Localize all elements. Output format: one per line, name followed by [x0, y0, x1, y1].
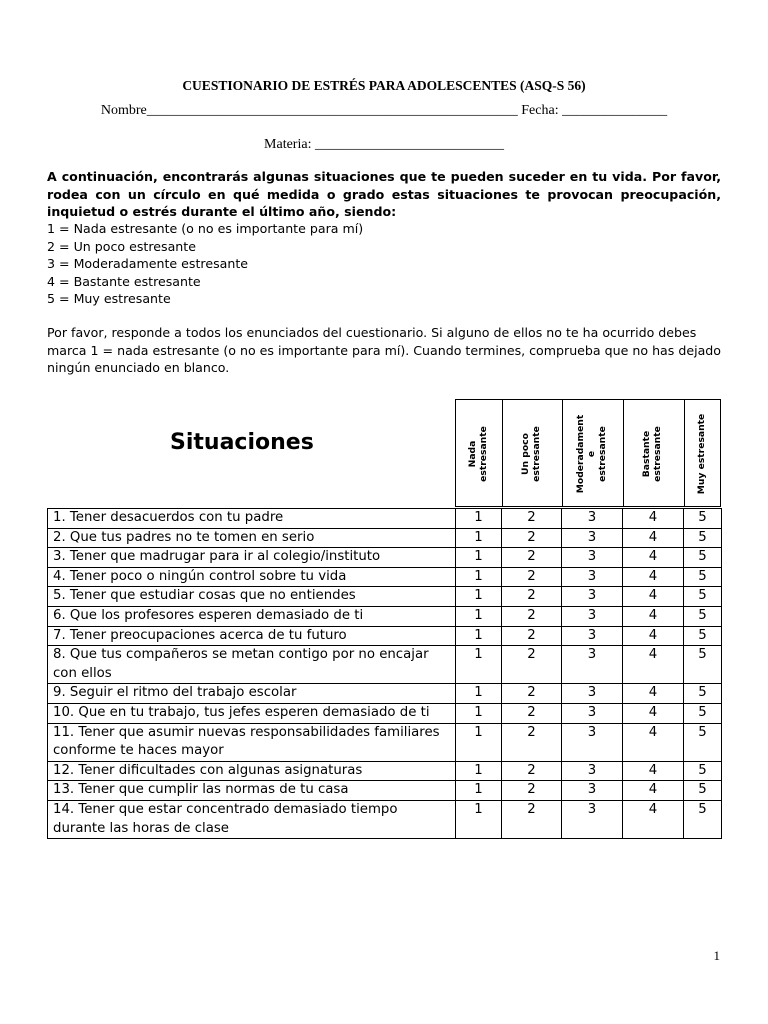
column-header-moderadamente: Moderadament e estresante: [575, 414, 608, 494]
score-option[interactable]: 2: [502, 626, 562, 646]
score-option[interactable]: 2: [502, 646, 562, 684]
table-row: [48, 548, 722, 568]
table-row: [48, 761, 722, 781]
score-option[interactable]: 5: [684, 761, 722, 781]
score-option[interactable]: 3: [562, 723, 623, 761]
score-option[interactable]: 1: [456, 626, 502, 646]
score-option[interactable]: 1: [456, 684, 502, 704]
score-option[interactable]: 4: [623, 684, 684, 704]
situation-text: 8. Que tus compañeros se metan contigo por no encajar con ellos: [48, 646, 456, 684]
score-option[interactable]: 1: [456, 548, 502, 568]
score-option[interactable]: 3: [562, 781, 623, 801]
table-row: [48, 684, 722, 704]
score-option[interactable]: 4: [623, 761, 684, 781]
score-option[interactable]: 5: [684, 548, 722, 568]
score-option[interactable]: 3: [562, 528, 623, 548]
column-header-un-poco: Un poco estresante: [520, 426, 542, 482]
score-option[interactable]: 1: [456, 567, 502, 587]
column-header-nada: Nada estresante: [467, 426, 489, 482]
column-header-bastante: Bastante estresante: [641, 426, 663, 482]
score-option[interactable]: 3: [562, 548, 623, 568]
table-row: [48, 781, 722, 801]
score-option[interactable]: 3: [562, 684, 623, 704]
score-option[interactable]: 4: [623, 587, 684, 607]
scale-item: 2 = Un poco estresante: [47, 238, 196, 254]
score-option[interactable]: 3: [562, 606, 623, 626]
score-option[interactable]: 1: [456, 781, 502, 801]
subject-line: Materia: ___________________________: [264, 137, 504, 152]
score-option[interactable]: 3: [562, 626, 623, 646]
score-option[interactable]: 5: [684, 723, 722, 761]
situation-text: 6. Que los profesores esperen demasiado de ti: [48, 606, 456, 626]
score-option[interactable]: 1: [456, 723, 502, 761]
score-option[interactable]: 3: [562, 567, 623, 587]
score-option[interactable]: 5: [684, 606, 722, 626]
score-option[interactable]: 3: [562, 761, 623, 781]
score-option[interactable]: 4: [623, 723, 684, 761]
situation-text: 14. Tener que estar concentrado demasiado tiempo durante las horas de clase: [48, 800, 456, 838]
column-divider: [562, 400, 563, 506]
table-row: [48, 800, 722, 838]
column-divider: [502, 400, 503, 506]
score-option[interactable]: 5: [684, 567, 722, 587]
score-option[interactable]: 4: [623, 626, 684, 646]
score-option[interactable]: 1: [456, 646, 502, 684]
score-option[interactable]: 4: [623, 567, 684, 587]
table-row: [48, 723, 722, 761]
score-option[interactable]: 1: [456, 606, 502, 626]
completion-note: Por favor, responde a todos los enunciados del cuestionario. Si alguno de ellos no te ha ocurrido debes marca 1 = nada estresante (o no es importante para mí). Cuando termines, comprueba que no has dejado ningún enunciado en blanco.: [47, 325, 721, 375]
name-date-line: Nombre_____________________________________________________ Fecha: _______________: [100, 103, 668, 118]
situation-text: 11. Tener que asumir nuevas responsabilidades familiares conforme te haces mayor: [48, 723, 456, 761]
situation-text: 4. Tener poco o ningún control sobre tu vida: [48, 567, 456, 587]
score-option[interactable]: 5: [684, 781, 722, 801]
score-option[interactable]: 2: [502, 703, 562, 723]
scale-item: 5 = Muy estresante: [47, 291, 171, 306]
situation-text: 2. Que tus padres no te tomen en serio: [48, 528, 456, 548]
score-option[interactable]: 5: [684, 587, 722, 607]
situation-text: 9. Seguir el ritmo del trabajo escolar: [48, 684, 456, 704]
table-row: [48, 626, 722, 646]
scale-legend: [47, 220, 363, 308]
score-option[interactable]: 2: [502, 509, 562, 529]
score-option[interactable]: 4: [623, 703, 684, 723]
score-option[interactable]: 2: [502, 567, 562, 587]
score-option[interactable]: 5: [684, 509, 722, 529]
score-option[interactable]: 1: [456, 703, 502, 723]
score-option[interactable]: 5: [684, 684, 722, 704]
score-option[interactable]: 5: [684, 800, 722, 838]
score-option[interactable]: 5: [684, 703, 722, 723]
score-option[interactable]: 1: [456, 761, 502, 781]
table-row: [48, 646, 722, 684]
column-header-muy: Muy estresante: [696, 413, 707, 495]
score-option[interactable]: 2: [502, 723, 562, 761]
score-option[interactable]: 1: [456, 528, 502, 548]
situation-text: 1. Tener desacuerdos con tu padre: [48, 509, 456, 529]
column-divider: [623, 400, 624, 506]
score-option[interactable]: 4: [623, 800, 684, 838]
score-option[interactable]: 4: [623, 509, 684, 529]
scale-item: 1 = Nada estresante (o no es importante para mí): [47, 221, 364, 236]
score-option[interactable]: 4: [623, 548, 684, 568]
score-option[interactable]: 2: [502, 606, 562, 626]
score-option[interactable]: 2: [502, 761, 562, 781]
situation-text: 5. Tener que estudiar cosas que no entiendes: [48, 587, 456, 607]
score-option[interactable]: 1: [456, 800, 502, 838]
score-option[interactable]: 4: [623, 646, 684, 684]
score-option[interactable]: 3: [562, 646, 623, 684]
scale-item: 3 = Moderadamente estresante: [47, 256, 249, 271]
score-option[interactable]: 3: [562, 703, 623, 723]
column-divider: [684, 400, 685, 506]
score-option[interactable]: 3: [562, 587, 623, 607]
table-row: [48, 587, 722, 607]
table-row: [48, 509, 722, 529]
instructions-text: A continuación, encontrarás algunas situaciones que te pueden suceder en tu vida. Por favor, rodea con un círculo en qué medida o grado estas situaciones te provocan preocupación, inquietud o estrés durante el último año, siendo:: [47, 169, 721, 219]
score-option[interactable]: 5: [684, 626, 722, 646]
score-option[interactable]: 5: [684, 646, 722, 684]
score-option[interactable]: 2: [502, 528, 562, 548]
score-option[interactable]: 3: [562, 509, 623, 529]
score-option[interactable]: 2: [502, 684, 562, 704]
score-option[interactable]: 1: [456, 509, 502, 529]
score-option[interactable]: 4: [623, 528, 684, 548]
score-option[interactable]: 3: [562, 800, 623, 838]
scale-item: 4 = Bastante estresante: [47, 273, 201, 289]
column-headers: [455, 399, 721, 507]
situations-header: Situaciones: [170, 430, 314, 455]
table-row: [48, 567, 722, 587]
situation-text: 3. Tener que madrugar para ir al colegio/instituto: [48, 548, 456, 568]
score-option[interactable]: 4: [623, 606, 684, 626]
score-option[interactable]: 5: [684, 528, 722, 548]
situation-text: 10. Que en tu trabajo, tus jefes esperen demasiado de ti: [48, 703, 456, 723]
situation-text: 12. Tener dificultades con algunas asignaturas: [48, 761, 456, 781]
score-option[interactable]: 2: [502, 781, 562, 801]
situation-text: 13. Tener que cumplir las normas de tu casa: [48, 781, 456, 801]
score-option[interactable]: 4: [623, 781, 684, 801]
score-option[interactable]: 2: [502, 800, 562, 838]
table-row: [48, 528, 722, 548]
score-option[interactable]: 1: [456, 587, 502, 607]
table-row: [48, 703, 722, 723]
situations-table: [47, 508, 722, 839]
table-row: [48, 606, 722, 626]
situation-text: 7. Tener preocupaciones acerca de tu futuro: [48, 626, 456, 646]
page-number: 1: [713, 948, 720, 963]
document-title: CUESTIONARIO DE ESTRÉS PARA ADOLESCENTES (ASQ-S 56): [182, 78, 586, 93]
score-option[interactable]: 2: [502, 548, 562, 568]
score-option[interactable]: 2: [502, 587, 562, 607]
